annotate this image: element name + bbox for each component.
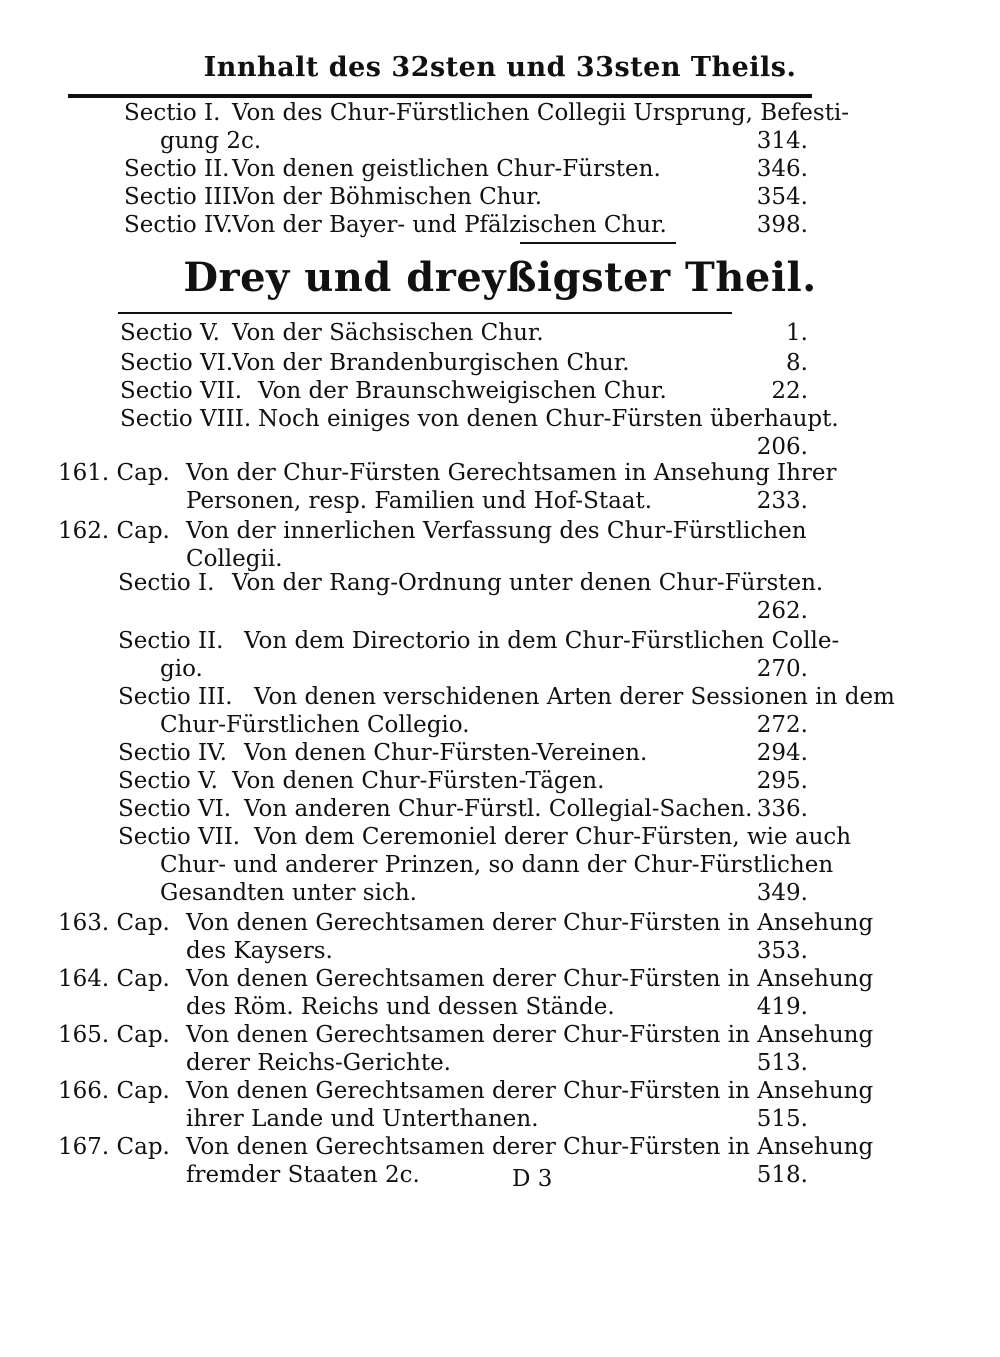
entry-text-line: Von der Brandenburgischen Chur. — [232, 350, 630, 376]
toc-entry — [0, 378, 1000, 404]
toc-entry — [0, 768, 1000, 794]
entry-text-line: Von denen Chur-Fürsten-Tägen. — [232, 768, 605, 794]
chapter-label: 166. Cap. — [58, 1078, 170, 1104]
page-number: 346. — [756, 156, 808, 182]
entry-text-line: Von denen Chur-Fürsten-Vereinen. — [244, 740, 648, 766]
page-number: 270. — [756, 656, 808, 682]
chapter-label: 161. Cap. — [58, 460, 170, 486]
toc-entry — [0, 184, 1000, 210]
page-number: 262. — [756, 598, 808, 624]
toc-entry — [0, 684, 1000, 738]
page-number: 518. — [756, 1162, 808, 1188]
page-number: 515. — [756, 1106, 808, 1132]
toc-entry — [0, 212, 1000, 238]
sectio-label: Sectio V. — [120, 320, 220, 346]
entry-text-line: Collegii. — [186, 546, 283, 572]
title-rule — [118, 312, 732, 314]
chapter-label: 162. Cap. — [58, 518, 170, 544]
sectio-label: Sectio III. — [118, 684, 233, 710]
entry-text-line: des Kaysers. — [186, 938, 333, 964]
part-title: Drey und dreyßigster Theil. — [183, 254, 817, 301]
page-number: 513. — [756, 1050, 808, 1076]
chapter-label: 163. Cap. — [58, 910, 170, 936]
entry-text-line: Chur-Fürstlichen Collegio. — [160, 712, 470, 738]
sectio-label: Sectio VI. — [120, 350, 234, 376]
sectio-label: Sectio II. — [124, 156, 230, 182]
sectio-label: Sectio IV. — [124, 212, 233, 238]
entry-text-line: Von der Chur-Fürsten Gerechtsamen in Ansehung Ihrer — [186, 460, 837, 486]
entry-text-line: gio. — [160, 656, 203, 682]
entry-text-line: Von denen Gerechtsamen derer Chur-Fürsten in Ansehung — [186, 1022, 874, 1048]
toc-entry — [0, 628, 1000, 682]
sectio-label: Sectio VII. — [118, 824, 241, 850]
running-header: Innhalt des 32sten und 33sten Theils. — [203, 52, 797, 83]
header-rule — [68, 94, 812, 98]
entry-text-line: Von der Sächsischen Chur. — [232, 320, 544, 346]
entry-text-line: des Röm. Reichs und dessen Stände. — [186, 994, 615, 1020]
chapter-label: 167. Cap. — [58, 1134, 170, 1160]
toc-entry — [0, 350, 1000, 376]
toc-entry — [0, 156, 1000, 182]
page-number: 8. — [786, 350, 808, 376]
toc-entry — [0, 460, 1000, 514]
sectio-label: Sectio VII. — [120, 378, 243, 404]
page-number: 314. — [756, 128, 808, 154]
sectio-label: Sectio I. — [124, 100, 221, 126]
entry-text-line: Von denen Gerechtsamen derer Chur-Fürsten in Ansehung — [186, 1078, 874, 1104]
toc-entry — [0, 796, 1000, 822]
entry-text-line: Chur- und anderer Prinzen, so dann der Chur-Fürstlichen — [160, 852, 834, 878]
page-number: 354. — [756, 184, 808, 210]
entry-text-line: derer Reichs-Gerichte. — [186, 1050, 451, 1076]
sectio-label: Sectio III. — [124, 184, 239, 210]
page-number: 353. — [756, 938, 808, 964]
page-number: 22. — [771, 378, 808, 404]
page-number: 294. — [756, 740, 808, 766]
entry-text-line: Von denen Gerechtsamen derer Chur-Fürsten in Ansehung — [186, 910, 874, 936]
entry-text-line: Von denen geistlichen Chur-Fürsten. — [232, 156, 661, 182]
entry-text-line: Von des Chur-Fürstlichen Collegii Ursprung, Befesti- — [232, 100, 850, 126]
entry-text-line: Von der innerlichen Verfassung des Chur-Fürstlichen — [186, 518, 807, 544]
toc-entry — [0, 320, 1000, 346]
sectio-label: Sectio V. — [118, 768, 218, 794]
page-number: 206. — [756, 434, 808, 460]
sectio-label: Sectio IV. — [118, 740, 227, 766]
toc-entry — [0, 966, 1000, 1020]
page-number: 272. — [756, 712, 808, 738]
entry-text-line: Von der Böhmischen Chur. — [232, 184, 543, 210]
toc-entry — [0, 570, 1000, 624]
entry-text-line: Von der Braunschweigischen Chur. — [258, 378, 667, 404]
entry-text-line: ihrer Lande und Unterthanen. — [186, 1106, 539, 1132]
toc-entry — [0, 518, 1000, 572]
page-number: 233. — [756, 488, 808, 514]
entry-text-line: Von denen verschidenen Arten derer Sessionen in dem — [254, 684, 895, 710]
page-number: 419. — [756, 994, 808, 1020]
entry-text-line: Von der Bayer- und Pfälzischen Chur. — [232, 212, 667, 238]
entry-text-line: Noch einiges von denen Chur-Fürsten überhaupt. — [258, 406, 839, 432]
sectio-label: Sectio VIII. — [120, 406, 252, 432]
entry-text-line: fremder Staaten 2c. — [186, 1162, 420, 1188]
sectio-label: Sectio VI. — [118, 796, 232, 822]
signature-mark: D 3 — [512, 1166, 553, 1192]
page-number: 336. — [756, 796, 808, 822]
entry-text-line: Von denen Gerechtsamen derer Chur-Fürsten in Ansehung — [186, 1134, 874, 1160]
section-end-rule — [520, 242, 676, 244]
page-number: 398. — [756, 212, 808, 238]
toc-entry — [0, 824, 1000, 906]
entry-text-line: Von der Rang-Ordnung unter denen Chur-Fürsten. — [232, 570, 824, 596]
chapter-label: 165. Cap. — [58, 1022, 170, 1048]
toc-entry — [0, 1022, 1000, 1076]
page-number: 295. — [756, 768, 808, 794]
toc-entry — [0, 910, 1000, 964]
entry-text-line: Gesandten unter sich. — [160, 880, 417, 906]
entry-text-line: gung 2c. — [160, 128, 262, 154]
toc-entry — [0, 1078, 1000, 1132]
sectio-label: Sectio II. — [118, 628, 224, 654]
toc-entry — [0, 100, 1000, 154]
chapter-label: 164. Cap. — [58, 966, 170, 992]
toc-entry — [0, 406, 1000, 460]
entry-text-line: Von denen Gerechtsamen derer Chur-Fürsten in Ansehung — [186, 966, 874, 992]
entry-text-line: Von dem Ceremoniel derer Chur-Fürsten, wie auch — [254, 824, 852, 850]
page-number: 349. — [756, 880, 808, 906]
toc-entry — [0, 740, 1000, 766]
entry-text-line: Von dem Directorio in dem Chur-Fürstlichen Colle- — [244, 628, 840, 654]
entry-text-line: Personen, resp. Familien und Hof-Staat. — [186, 488, 653, 514]
entry-text-line: Von anderen Chur-Fürstl. Collegial-Sachen. — [244, 796, 753, 822]
page-number: 1. — [786, 320, 808, 346]
sectio-label: Sectio I. — [118, 570, 215, 596]
